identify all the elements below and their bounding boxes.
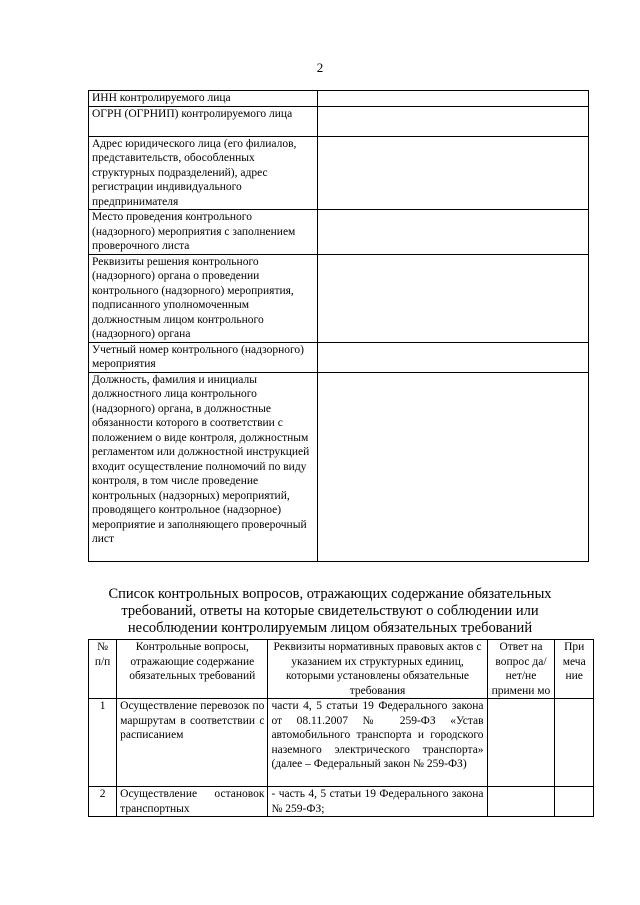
header-num: № п/п	[89, 640, 117, 699]
header-note: При меча ние	[555, 640, 594, 699]
row-requisites: - часть 4, 5 статьи 19 Федерального закона № 259-ФЗ;	[268, 787, 487, 817]
section-title: Список контрольных вопросов, отражающих содержание обязательных требований, ответы на которые свидетельствуют о соблюдении или несоблюдении контролируемым лицом обязательных требований	[108, 586, 552, 636]
row-question: Осуществление остановок транспортных	[117, 787, 268, 817]
row-num: 2	[89, 787, 117, 817]
header-answer: Ответ на вопрос да/нет/не примени мо	[487, 640, 555, 699]
table-row	[89, 106, 589, 136]
info-value	[318, 106, 589, 136]
inspection-info-table	[88, 90, 589, 562]
info-label: Место проведения контрольного (надзорного) мероприятия с заполнением проверочного листа	[89, 210, 318, 255]
row-answer	[487, 699, 555, 787]
row-question: Осуществление перевозок по маршрутам в соответствии с расписанием	[117, 699, 268, 787]
table-header-row	[89, 640, 594, 699]
row-num: 1	[89, 699, 117, 787]
header-requisites: Реквизиты нормативных правовых актов с указанием их структурных единиц, которыми установлены обязательные требования	[268, 640, 487, 699]
info-label: ОГРН (ОГРНИП) контролируемого лица	[89, 106, 318, 136]
checklist-table	[88, 639, 594, 817]
table-row	[89, 136, 589, 210]
info-value	[318, 136, 589, 210]
info-value	[318, 210, 589, 255]
table-row	[89, 787, 594, 817]
page-number: 2	[316, 60, 324, 75]
info-value	[318, 372, 589, 561]
row-note	[555, 699, 594, 787]
info-label: Реквизиты решения контрольного (надзорного) органа о проведении контрольного (надзорного) мероприятия, подписанного уполномоченным должностным лицом контрольного (надзорного) органа	[89, 254, 318, 342]
header-question: Контрольные вопросы, отражающие содержание обязательных требований	[117, 640, 268, 699]
table-row	[89, 254, 589, 342]
table-row	[89, 91, 589, 107]
table-row	[89, 372, 589, 561]
row-requisites: части 4, 5 статьи 19 Федерального закона от 08.11.2007 № 259-ФЗ «Устав автомобильного транспорта и городского наземного электрического транспорта» (далее – Федеральный закон № 259-ФЗ)	[268, 699, 487, 787]
info-label: ИНН контролируемого лица	[89, 91, 318, 107]
info-value	[318, 342, 589, 372]
info-label: Должность, фамилия и инициалы должностного лица контрольного (надзорного) органа, в должностные обязанности которого в соответствии с положением о виде контроля, должностным регламентом или должностной инструкцией входит осуществление полномочий по виду контроля, в том числе проведение контрольных (надзорных) мероприятий, проводящего контрольное (надзорное) мероприятие и заполняющего проверочный лист	[89, 372, 318, 561]
info-label: Адрес юридического лица (его филиалов, представительств, обособленных структурных подразделений), адрес регистрации индивидуального предпринимателя	[89, 136, 318, 210]
info-value	[318, 254, 589, 342]
row-answer	[487, 787, 555, 817]
table-row	[89, 699, 594, 787]
info-label: Учетный номер контрольного (надзорного) мероприятия	[89, 342, 318, 372]
table-row	[89, 342, 589, 372]
row-note	[555, 787, 594, 817]
table-row	[89, 210, 589, 255]
info-value	[318, 91, 589, 107]
